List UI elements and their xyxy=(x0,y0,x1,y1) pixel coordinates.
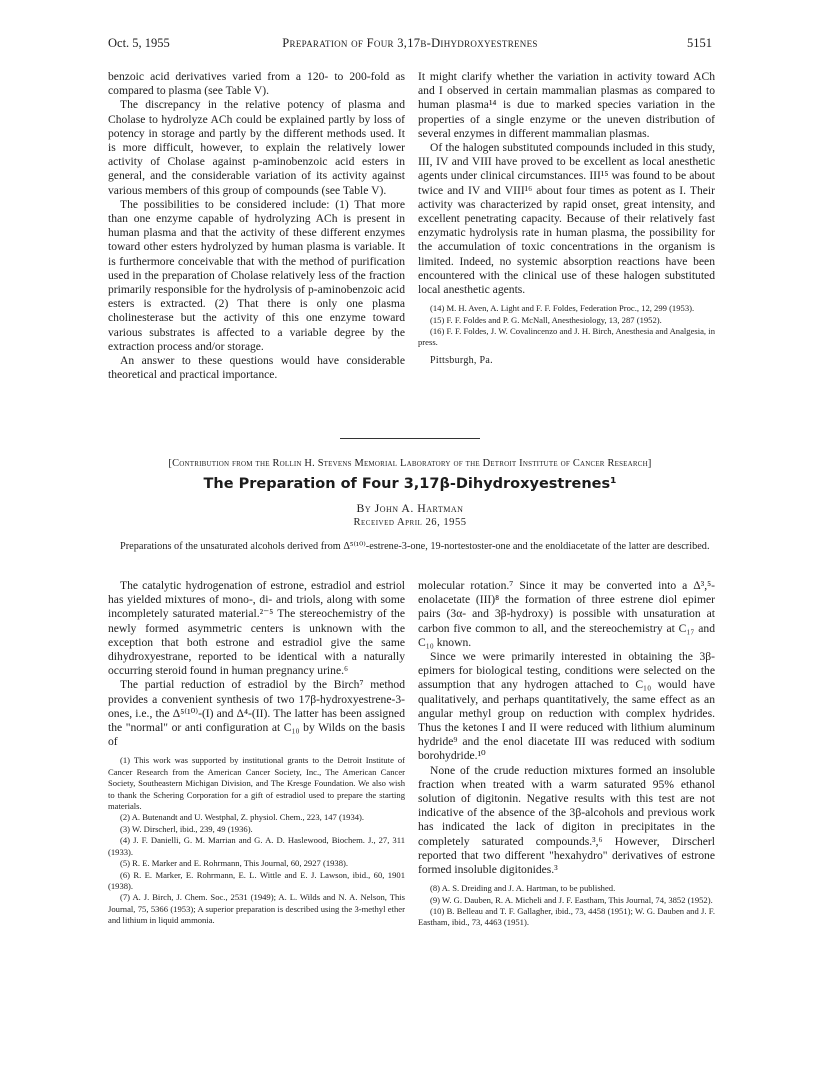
paragraph: The discrepancy in the relative potency of plasma and Cholase to hydrolyze ACh could be explained partly by loss of potency in storage and partly by the different methods used. It is more difficult, however, to explain the relatively lower activity of Cholase against p-aminobenzoic acid esters in general, and the considerable variation of its activity against various members of this group of compounds (see Table V). xyxy=(108,98,405,197)
paragraph: It might clarify whether the variation in activity toward ACh and I observed in certain mammalian plasmas as compared to human plasma¹⁴ is due to marked species variation in the properties of a single enzyme or the uneven distribution of several enzymes in different mammalian plasmas. xyxy=(418,70,715,140)
footnote: (10) B. Belleau and T. F. Gallagher, ibid., 73, 4458 (1951); W. G. Dauben and J. F. Eastham, ibid., 73, 4463 (1951). xyxy=(418,906,715,928)
prev-article-column-left xyxy=(108,70,405,382)
footnote: (1) This work was supported by institutional grants to the Detroit Institute of Cancer Research from the American Cancer Society, Inc., The American Cancer Society, Southeastern Michigan Division, and The Kresge Foundation. We also wish to thank the Schering Corporation for a gift of estradiol used to prepare the starting materials. xyxy=(108,755,405,812)
paragraph: None of the crude reduction mixtures formed an insoluble fraction when treated with a warm saturated 95% ethanol solution of digitonin. Negative results with this test are not indicative of the absence of the 3β-alcohols and previous work has indicated the lack of digiton in precipitates in the completely saturated compounds.³,⁶ However, Dirscherl reported that two different "hexahydro" derivatives of estrone formed insoluble digitonides.³ xyxy=(418,763,715,877)
footnote: (16) F. F. Foldes, J. W. Covalincenzo and J. H. Birch, Anesthesia and Analgesia, in press. xyxy=(418,326,715,348)
paragraph: The catalytic hydrogenation of estrone, estradiol and estriol has yielded mixtures of mono-, di- and triols, along with some incompletely saturated material.²⁻⁵ The stereochemistry of the newly formed asymmetric centers is unknown with the exception that both estrone and estradiol give the same dihydroxyestrane, reported to be identical with a naturally occurring steroid found in human pregnancy urine.⁶ xyxy=(108,579,405,678)
prev-article-column-right xyxy=(418,70,715,368)
paragraph: molecular rotation.⁷ Since it may be converted into a Δ³,⁵-enolacetate (III)⁸ the formation of three estrene diol epimer pairs (3α- and 3β-hydroxy) is possible with unsaturation at carbon five common to all, and the stereochemistry at C₁₇ and C₁₀ known. xyxy=(418,579,715,649)
paragraph: An answer to these questions would have considerable theoretical and practical importance. xyxy=(108,354,405,382)
footnote: (6) R. E. Marker, E. Rohrmann, E. L. Wittle and E. J. Lawson, ibid., 60, 1901 (1938). xyxy=(108,869,405,891)
received-date: Received April 26, 1955 xyxy=(353,517,467,528)
contribution-line: [Contribution from the Rollin H. Stevens Memorial Laboratory of the Detroit Institute of Cancer Research] xyxy=(168,458,652,469)
footnote: (7) A. J. Birch, J. Chem. Soc., 2531 (1949); A. L. Wilds and N. A. Nelson, This Journal, 75, 5366 (1953); A superior preparation is described using the 3-methyl ether and lithium in liquid ammonia. xyxy=(108,892,405,926)
footnote: (15) F. F. Foldes and P. G. McNall, Anesthesiology, 13, 287 (1952). xyxy=(430,314,662,325)
page-number: 5151 xyxy=(687,36,712,50)
article-column-left xyxy=(108,579,405,927)
header-title: Preparation of Four 3,17β-Dihydroxyestrenes xyxy=(282,36,538,50)
article-title: The Preparation of Four 3,17β-Dihydroxyestrenes¹ xyxy=(203,476,617,492)
paragraph: The partial reduction of estradiol by the Birch⁷ method provides a convenient synthesis of two 17β-hydroxyestrene-3-ones, i.e., the Δ⁵⁽¹⁰⁾-(I) and Δ⁴-(II). The latter has been assigned the "normal" or anti configuration at C₁₀ by Wilds on the basis of xyxy=(108,678,405,749)
location-signature: Pittsburgh, Pa. xyxy=(430,354,493,366)
footnote: (5) R. E. Marker and E. Rohrmann, This Journal, 60, 2927 (1938). xyxy=(120,858,349,869)
abstract: Preparations of the unsaturated alcohols derived from Δ⁵⁽¹⁰⁾-estrene-3-one, 19-nortestoster-one and the enoldiacetate of the latter are described. xyxy=(120,541,710,552)
article-column-right xyxy=(418,579,715,929)
footnote: (9) W. G. Dauben, R. A. Micheli and J. F. Eastham, This Journal, 74, 3852 (1952). xyxy=(430,894,713,905)
running-header xyxy=(108,36,712,56)
footnote: (14) M. H. Aven, A. Light and F. F. Foldes, Federation Proc., 12, 299 (1953). xyxy=(430,303,695,314)
paragraph: The possibilities to be considered include: (1) That more than one enzyme capable of hydrolyzing ACh is present in human plasma and that the activity of these different enzymes toward other esters hydrolyzed by human plasma is variable. It is furthermore conceivable that with the method of purification used in the preparation of Cholase relatively less of the fraction primarily responsible for the hydrolysis of p-aminobenzoic acid esters is extracted. (2) That there is only one plasma cholinesterase but the activity of this one enzyme toward various substrates is affected to a variable degree by the extraction process and/or storage. xyxy=(108,197,405,353)
author-byline: By John A. Hartman xyxy=(356,501,464,515)
footnote: (8) A. S. Dreiding and J. A. Hartman, to be published. xyxy=(430,883,616,894)
footnote: (2) A. Butenandt and U. Westphal, Z. physiol. Chem., 223, 147 (1934). xyxy=(120,812,365,823)
paragraph: benzoic acid derivatives varied from a 120- to 200-fold as compared to plasma (see Table V). xyxy=(108,70,405,98)
section-divider xyxy=(340,438,480,439)
paragraph: Of the halogen substituted compounds included in this study, III, IV and VIII have proved to be excellent as local anesthetic agents under clinical circumstances. III¹⁵ was found to be about twice and IV and VIII¹⁶ about four times as potent as I. Their activity was characterized by rapid onset, great intensity, and excellent penetrating capacity. Because of their relatively fast enzymatic hydrolysis rate in human plasma, the possibility for the accumulation of toxic concentrations in the organism is limited. Indeed, no systemic absorption reactions have been encountered with the clinical use of these halogen substituted local anesthetic agents. xyxy=(418,141,715,297)
footnote: (3) W. Dirscherl, ibid., 239, 49 (1936). xyxy=(120,823,253,834)
paragraph: Since we were primarily interested in obtaining the 3β-epimers for biological testing, conditions were selected on the assumption that any hydrogen attached to C₁₀ would have qualitatively, and perhaps quantitatively, the same effect as an angular methyl group on reduction with complex hydrides. Thus the ketones I and II were reduced with lithium aluminum hydride⁹ and the enol diacetate III was reduced with sodium borohydride.¹⁰ xyxy=(418,650,715,763)
footnote: (4) J. F. Danielli, G. M. Marrian and G. A. D. Haslewood, Biochem. J., 27, 311 (1933). xyxy=(108,835,405,857)
header-date: Oct. 5, 1955 xyxy=(108,36,170,50)
